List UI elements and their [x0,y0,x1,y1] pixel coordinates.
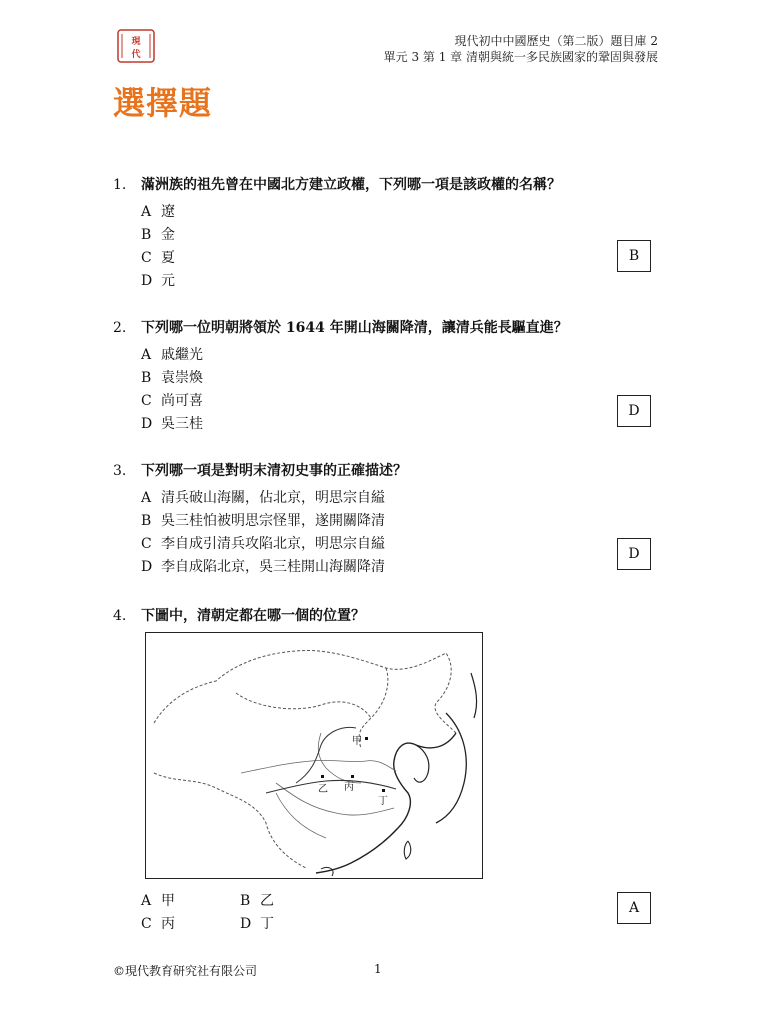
map-label-yi: 乙 [318,784,328,795]
option-a: A 清兵破山海關，佔北京，明思宗自縊 [141,490,385,506]
option-b: B 吳三桂怕被明思宗怪罪，遂開關降清 [141,513,385,529]
option-c: C 李自成引清兵攻陷北京，明思宗自縊 [141,536,385,552]
map-label-jia: 甲 [352,736,362,747]
question-stem: 下列哪一項是對明末清初史事的正確描述？ [141,463,407,479]
question-2 [113,318,673,436]
option-c: C 丙 [141,916,175,932]
book-title: 現代初中中國歷史（第二版）題目庫 2 [454,34,658,48]
publisher-logo [116,28,156,64]
map-label-bing: 丙 [344,782,354,793]
unit-chapter-line: 單元 3 第 1 章 清朝與統一多民族國家的鞏固與發展 [383,50,658,64]
option-b: B 袁崇煥 [141,370,203,386]
option-b: B 乙 [240,893,274,909]
question-stem: 滿洲族的祖先曾在中國北方建立政權，下列哪一項是該政權的名稱？ [141,177,561,193]
map-label-ding: 丁 [378,796,388,807]
option-list [141,201,673,293]
question-4-options [141,890,320,936]
option-list [141,344,673,436]
option-list [141,487,673,579]
page-header [384,33,658,65]
answer-box-4: A [617,892,651,924]
question-4 [113,606,673,626]
question-1 [113,175,673,293]
copyright-notice: ©現代教育研究社有限公司 [113,964,258,978]
answer-box-2: D [617,395,651,427]
option-a: A 甲 [141,893,175,909]
svg-text:代: 代 [131,50,141,60]
option-d: D 元 [141,273,175,289]
answer-box-1: B [617,240,651,272]
question-number: 4. [113,608,127,624]
option-b: B 金 [141,227,175,243]
option-d: D 吳三桂 [141,416,203,432]
answer-box-3: D [617,538,651,570]
question-3 [113,461,673,579]
option-c: C 夏 [141,250,175,266]
question-stem: 下圖中，清朝定都在哪一個的位置？ [141,608,365,624]
option-c: C 尚可喜 [141,393,203,409]
option-a: A 戚繼光 [141,347,203,363]
option-d: D 丁 [240,916,274,932]
section-title: 選擇題 [113,84,213,122]
question-number: 1. [113,177,127,193]
option-a: A 遼 [141,204,175,220]
china-map [145,632,483,879]
question-number: 3. [113,463,127,479]
question-stem: 下列哪一位明朝將領於 1644 年開山海關降清，讓清兵能長驅直進？ [141,320,568,336]
page-number: 1 [374,962,382,976]
question-number: 2. [113,320,127,336]
option-d: D 李自成陷北京，吳三桂開山海關降清 [141,559,385,575]
svg-text:現: 現 [131,37,141,47]
